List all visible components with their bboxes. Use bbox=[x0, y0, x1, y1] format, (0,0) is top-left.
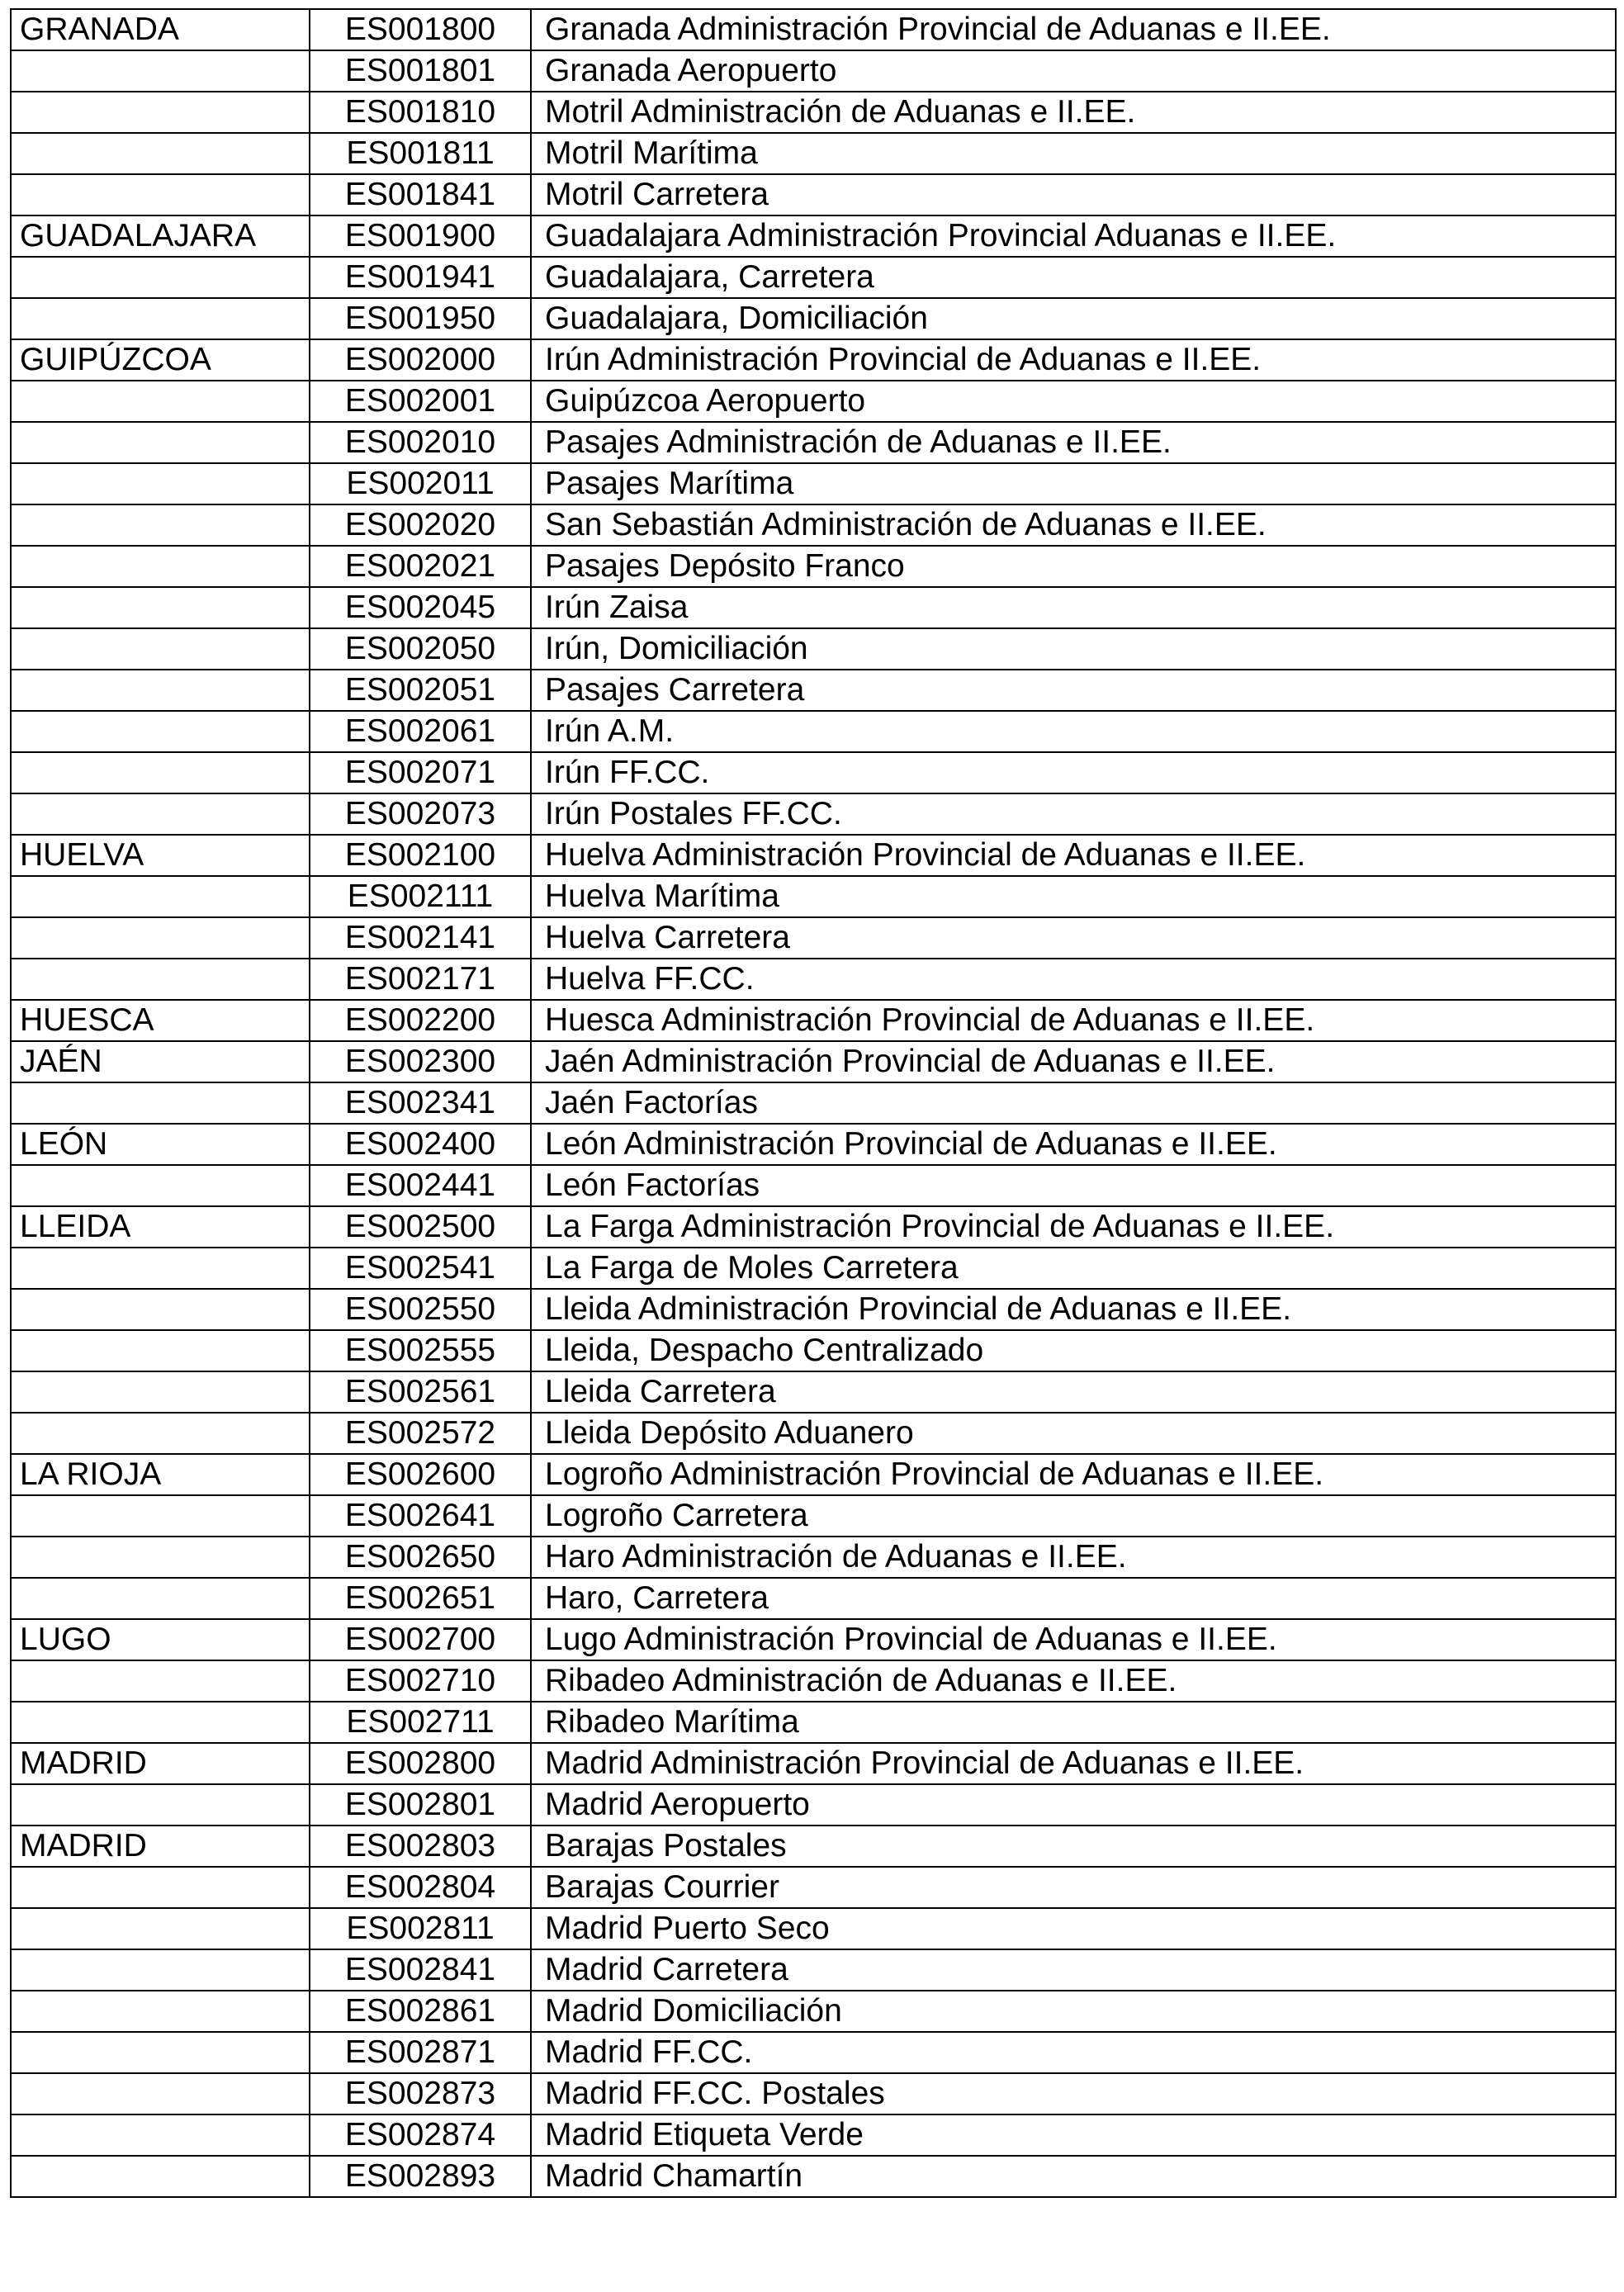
province-cell bbox=[11, 1371, 310, 1413]
code-cell: ES001801 bbox=[310, 50, 531, 92]
description-cell: Pasajes Marítima bbox=[531, 463, 1616, 504]
description-cell: Motril Administración de Aduanas e II.EE. bbox=[531, 92, 1616, 133]
province-cell bbox=[11, 2032, 310, 2073]
province-cell: MADRID bbox=[11, 1826, 310, 1867]
province-cell bbox=[11, 1165, 310, 1206]
table-row bbox=[11, 1578, 1616, 1619]
province-cell bbox=[11, 1578, 310, 1619]
province-cell bbox=[11, 587, 310, 628]
description-cell: Haro, Carretera bbox=[531, 1578, 1616, 1619]
description-cell: León Administración Provincial de Aduanas e II.EE. bbox=[531, 1124, 1616, 1165]
description-cell: Granada Aeropuerto bbox=[531, 50, 1616, 92]
code-cell: ES002803 bbox=[310, 1826, 531, 1867]
description-cell: Irún, Domiciliación bbox=[531, 628, 1616, 670]
description-cell: Granada Administración Provincial de Aduanas e II.EE. bbox=[531, 9, 1616, 50]
province-cell bbox=[11, 2073, 310, 2114]
table-row bbox=[11, 422, 1616, 463]
code-cell: ES002171 bbox=[310, 959, 531, 1000]
province-cell: GUIPÚZCOA bbox=[11, 339, 310, 381]
province-cell bbox=[11, 1495, 310, 1537]
province-cell bbox=[11, 1784, 310, 1826]
code-cell: ES002001 bbox=[310, 381, 531, 422]
code-cell: ES002641 bbox=[310, 1495, 531, 1537]
description-cell: Madrid Puerto Seco bbox=[531, 1908, 1616, 1949]
table-row bbox=[11, 959, 1616, 1000]
description-cell: Barajas Postales bbox=[531, 1826, 1616, 1867]
province-cell: LA RIOJA bbox=[11, 1454, 310, 1495]
code-cell: ES002500 bbox=[310, 1206, 531, 1248]
table-row bbox=[11, 1165, 1616, 1206]
description-cell: Ribadeo Administración de Aduanas e II.EE. bbox=[531, 1660, 1616, 1702]
description-cell: Logroño Administración Provincial de Aduanas e II.EE. bbox=[531, 1454, 1616, 1495]
province-cell bbox=[11, 1413, 310, 1454]
code-cell: ES002700 bbox=[310, 1619, 531, 1660]
description-cell: La Farga Administración Provincial de Aduanas e II.EE. bbox=[531, 1206, 1616, 1248]
table-row bbox=[11, 1124, 1616, 1165]
code-cell: ES002073 bbox=[310, 793, 531, 835]
code-cell: ES002874 bbox=[310, 2114, 531, 2156]
table-row bbox=[11, 9, 1616, 50]
description-cell: Madrid Domiciliación bbox=[531, 1991, 1616, 2032]
description-cell: Madrid Chamartín bbox=[531, 2156, 1616, 2197]
code-cell: ES002051 bbox=[310, 670, 531, 711]
table-row bbox=[11, 298, 1616, 339]
province-cell bbox=[11, 133, 310, 174]
table-row bbox=[11, 1537, 1616, 1578]
code-cell: ES002300 bbox=[310, 1041, 531, 1082]
code-cell: ES002650 bbox=[310, 1537, 531, 1578]
table-row bbox=[11, 752, 1616, 793]
code-cell: ES002550 bbox=[310, 1289, 531, 1330]
description-cell: Irún Zaisa bbox=[531, 587, 1616, 628]
province-cell: LEÓN bbox=[11, 1124, 310, 1165]
code-cell: ES002000 bbox=[310, 339, 531, 381]
code-cell: ES002010 bbox=[310, 422, 531, 463]
province-cell bbox=[11, 174, 310, 215]
province-cell bbox=[11, 1991, 310, 2032]
province-cell: MADRID bbox=[11, 1743, 310, 1784]
province-cell bbox=[11, 2156, 310, 2197]
table-row bbox=[11, 50, 1616, 92]
province-cell bbox=[11, 1660, 310, 1702]
province-cell bbox=[11, 1248, 310, 1289]
table-row bbox=[11, 1826, 1616, 1867]
description-cell: Guipúzcoa Aeropuerto bbox=[531, 381, 1616, 422]
description-cell: Logroño Carretera bbox=[531, 1495, 1616, 1537]
province-cell: GRANADA bbox=[11, 9, 310, 50]
description-cell: Jaén Administración Provincial de Aduanas e II.EE. bbox=[531, 1041, 1616, 1082]
table-row bbox=[11, 1784, 1616, 1826]
province-cell bbox=[11, 917, 310, 959]
code-cell: ES001811 bbox=[310, 133, 531, 174]
province-cell bbox=[11, 1330, 310, 1371]
code-cell: ES002561 bbox=[310, 1371, 531, 1413]
table-row bbox=[11, 381, 1616, 422]
table-row bbox=[11, 2114, 1616, 2156]
table-row bbox=[11, 587, 1616, 628]
table-row bbox=[11, 1867, 1616, 1908]
province-cell: LLEIDA bbox=[11, 1206, 310, 1248]
code-cell: ES002111 bbox=[310, 876, 531, 917]
description-cell: Irún FF.CC. bbox=[531, 752, 1616, 793]
code-cell: ES002045 bbox=[310, 587, 531, 628]
description-cell: Pasajes Depósito Franco bbox=[531, 546, 1616, 587]
description-cell: Guadalajara, Domiciliación bbox=[531, 298, 1616, 339]
code-cell: ES001810 bbox=[310, 92, 531, 133]
table-row bbox=[11, 1330, 1616, 1371]
province-cell bbox=[11, 381, 310, 422]
table-row bbox=[11, 257, 1616, 298]
province-cell bbox=[11, 711, 310, 752]
table-row bbox=[11, 793, 1616, 835]
province-cell bbox=[11, 1082, 310, 1124]
description-cell: Ribadeo Marítima bbox=[531, 1702, 1616, 1743]
table-row bbox=[11, 1743, 1616, 1784]
province-cell bbox=[11, 628, 310, 670]
province-cell bbox=[11, 876, 310, 917]
province-cell bbox=[11, 1867, 310, 1908]
description-cell: Huelva Carretera bbox=[531, 917, 1616, 959]
province-cell bbox=[11, 670, 310, 711]
province-cell bbox=[11, 959, 310, 1000]
description-cell: Lleida Carretera bbox=[531, 1371, 1616, 1413]
description-cell: Irún Postales FF.CC. bbox=[531, 793, 1616, 835]
province-cell bbox=[11, 298, 310, 339]
table-row bbox=[11, 215, 1616, 257]
table-row bbox=[11, 1082, 1616, 1124]
description-cell: Huelva FF.CC. bbox=[531, 959, 1616, 1000]
table-row bbox=[11, 1248, 1616, 1289]
table-row bbox=[11, 1908, 1616, 1949]
description-cell: Madrid Administración Provincial de Aduanas e II.EE. bbox=[531, 1743, 1616, 1784]
province-cell bbox=[11, 546, 310, 587]
table-row bbox=[11, 546, 1616, 587]
description-cell: San Sebastián Administración de Aduanas e II.EE. bbox=[531, 504, 1616, 546]
code-cell: ES002100 bbox=[310, 835, 531, 876]
code-cell: ES002061 bbox=[310, 711, 531, 752]
code-cell: ES002071 bbox=[310, 752, 531, 793]
description-cell: Huelva Administración Provincial de Aduanas e II.EE. bbox=[531, 835, 1616, 876]
description-cell: Pasajes Carretera bbox=[531, 670, 1616, 711]
code-cell: ES002050 bbox=[310, 628, 531, 670]
description-cell: Barajas Courrier bbox=[531, 1867, 1616, 1908]
table-row bbox=[11, 835, 1616, 876]
description-cell: Guadalajara Administración Provincial Aduanas e II.EE. bbox=[531, 215, 1616, 257]
description-cell: Madrid Etiqueta Verde bbox=[531, 2114, 1616, 2156]
code-cell: ES002873 bbox=[310, 2073, 531, 2114]
province-cell bbox=[11, 1289, 310, 1330]
code-cell: ES002871 bbox=[310, 2032, 531, 2073]
description-cell: La Farga de Moles Carretera bbox=[531, 1248, 1616, 1289]
table-row bbox=[11, 1413, 1616, 1454]
code-cell: ES002020 bbox=[310, 504, 531, 546]
table-row bbox=[11, 174, 1616, 215]
table-row bbox=[11, 1991, 1616, 2032]
table-row bbox=[11, 917, 1616, 959]
province-cell bbox=[11, 422, 310, 463]
province-cell bbox=[11, 463, 310, 504]
description-cell: Motril Marítima bbox=[531, 133, 1616, 174]
province-cell bbox=[11, 1537, 310, 1578]
province-cell: HUESCA bbox=[11, 1000, 310, 1041]
code-cell: ES002811 bbox=[310, 1908, 531, 1949]
code-cell: ES002841 bbox=[310, 1949, 531, 1991]
description-cell: Pasajes Administración de Aduanas e II.EE. bbox=[531, 422, 1616, 463]
code-cell: ES002804 bbox=[310, 1867, 531, 1908]
code-cell: ES002021 bbox=[310, 546, 531, 587]
code-cell: ES002141 bbox=[310, 917, 531, 959]
table-row bbox=[11, 1619, 1616, 1660]
table-row bbox=[11, 2156, 1616, 2197]
table-row bbox=[11, 1289, 1616, 1330]
table-row bbox=[11, 92, 1616, 133]
table-row bbox=[11, 463, 1616, 504]
code-cell: ES002861 bbox=[310, 1991, 531, 2032]
table-row bbox=[11, 628, 1616, 670]
table-row bbox=[11, 1041, 1616, 1082]
code-cell: ES001950 bbox=[310, 298, 531, 339]
province-cell: LUGO bbox=[11, 1619, 310, 1660]
province-cell bbox=[11, 1949, 310, 1991]
customs-offices-table bbox=[10, 8, 1617, 2198]
province-cell bbox=[11, 793, 310, 835]
description-cell: Huesca Administración Provincial de Aduanas e II.EE. bbox=[531, 1000, 1616, 1041]
description-cell: Guadalajara, Carretera bbox=[531, 257, 1616, 298]
table-row bbox=[11, 1495, 1616, 1537]
table-row bbox=[11, 504, 1616, 546]
province-cell bbox=[11, 50, 310, 92]
province-cell bbox=[11, 257, 310, 298]
code-cell: ES002801 bbox=[310, 1784, 531, 1826]
table-row bbox=[11, 1000, 1616, 1041]
table-row bbox=[11, 1660, 1616, 1702]
code-cell: ES001941 bbox=[310, 257, 531, 298]
description-cell: Jaén Factorías bbox=[531, 1082, 1616, 1124]
table-row bbox=[11, 670, 1616, 711]
description-cell: Madrid FF.CC. Postales bbox=[531, 2073, 1616, 2114]
code-cell: ES002200 bbox=[310, 1000, 531, 1041]
description-cell: Irún A.M. bbox=[531, 711, 1616, 752]
description-cell: Madrid Carretera bbox=[531, 1949, 1616, 1991]
province-cell bbox=[11, 1702, 310, 1743]
province-cell bbox=[11, 2114, 310, 2156]
table-row bbox=[11, 1949, 1616, 1991]
description-cell: Lleida, Despacho Centralizado bbox=[531, 1330, 1616, 1371]
description-cell: Madrid FF.CC. bbox=[531, 2032, 1616, 2073]
code-cell: ES001900 bbox=[310, 215, 531, 257]
table-row bbox=[11, 1702, 1616, 1743]
code-cell: ES001841 bbox=[310, 174, 531, 215]
description-cell: Madrid Aeropuerto bbox=[531, 1784, 1616, 1826]
table-row bbox=[11, 711, 1616, 752]
code-cell: ES002572 bbox=[310, 1413, 531, 1454]
description-cell: Huelva Marítima bbox=[531, 876, 1616, 917]
description-cell: León Factorías bbox=[531, 1165, 1616, 1206]
table-row bbox=[11, 133, 1616, 174]
code-cell: ES002341 bbox=[310, 1082, 531, 1124]
province-cell: HUELVA bbox=[11, 835, 310, 876]
description-cell: Irún Administración Provincial de Aduanas e II.EE. bbox=[531, 339, 1616, 381]
code-cell: ES001800 bbox=[310, 9, 531, 50]
description-cell: Lleida Depósito Aduanero bbox=[531, 1413, 1616, 1454]
code-cell: ES002893 bbox=[310, 2156, 531, 2197]
code-cell: ES002800 bbox=[310, 1743, 531, 1784]
description-cell: Lugo Administración Provincial de Aduanas e II.EE. bbox=[531, 1619, 1616, 1660]
table-row bbox=[11, 2032, 1616, 2073]
code-cell: ES002011 bbox=[310, 463, 531, 504]
table-row bbox=[11, 1454, 1616, 1495]
description-cell: Motril Carretera bbox=[531, 174, 1616, 215]
code-cell: ES002710 bbox=[310, 1660, 531, 1702]
table-row bbox=[11, 1371, 1616, 1413]
table-body bbox=[11, 9, 1616, 2197]
province-cell bbox=[11, 752, 310, 793]
table-row bbox=[11, 339, 1616, 381]
table-row bbox=[11, 876, 1616, 917]
description-cell: Haro Administración de Aduanas e II.EE. bbox=[531, 1537, 1616, 1578]
province-cell bbox=[11, 92, 310, 133]
code-cell: ES002400 bbox=[310, 1124, 531, 1165]
code-cell: ES002441 bbox=[310, 1165, 531, 1206]
table-row bbox=[11, 2073, 1616, 2114]
province-cell bbox=[11, 1908, 310, 1949]
table-row bbox=[11, 1206, 1616, 1248]
province-cell bbox=[11, 504, 310, 546]
code-cell: ES002651 bbox=[310, 1578, 531, 1619]
code-cell: ES002600 bbox=[310, 1454, 531, 1495]
description-cell: Lleida Administración Provincial de Aduanas e II.EE. bbox=[531, 1289, 1616, 1330]
code-cell: ES002541 bbox=[310, 1248, 531, 1289]
code-cell: ES002555 bbox=[310, 1330, 531, 1371]
province-cell: GUADALAJARA bbox=[11, 215, 310, 257]
code-cell: ES002711 bbox=[310, 1702, 531, 1743]
province-cell: JAÉN bbox=[11, 1041, 310, 1082]
